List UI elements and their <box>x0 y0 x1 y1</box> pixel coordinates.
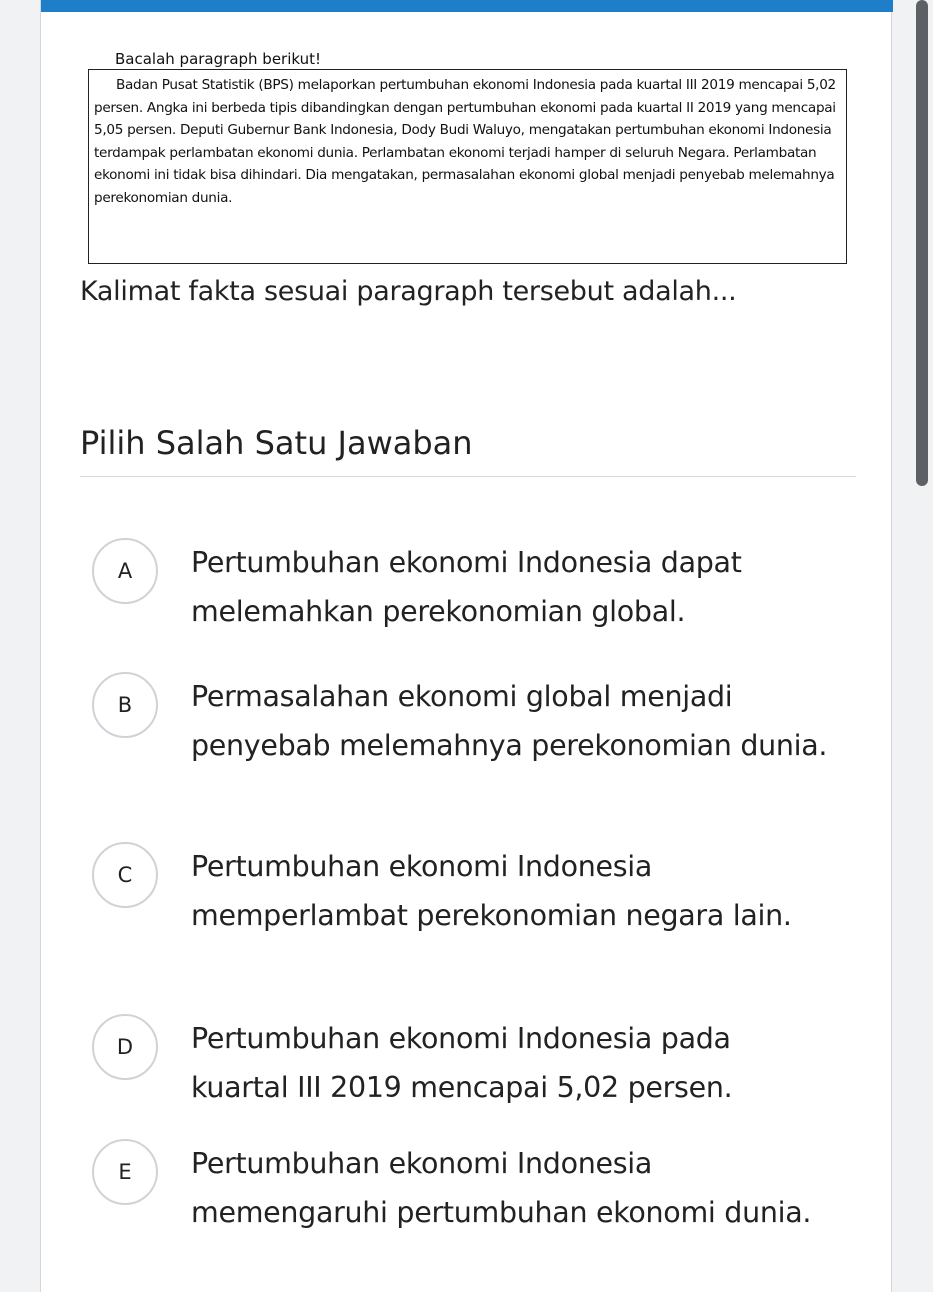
option-letter-badge[interactable]: A <box>92 538 158 604</box>
option-text[interactable]: Pertumbuhan ekonomi Indonesia pada kuartal III 2019 mencapai 5,02 persen. <box>191 1022 733 1104</box>
option-letter-badge[interactable]: B <box>92 672 158 738</box>
option-text[interactable]: Pertumbuhan ekonomi Indonesia memperlambat perekonomian negara lain. <box>191 850 792 932</box>
instruction-text: Bacalah paragraph berikut! <box>115 50 322 68</box>
option-text[interactable]: Permasalahan ekonomi global menjadi penyebab melemahnya perekonomian dunia. <box>191 680 828 762</box>
option-text[interactable]: Pertumbuhan ekonomi Indonesia dapat melemahkan perekonomian global. <box>191 546 742 628</box>
scrollbar-thumb[interactable] <box>916 0 928 486</box>
option-letter-badge[interactable]: D <box>92 1014 158 1080</box>
option-letter-badge[interactable]: C <box>92 842 158 908</box>
top-accent-bar <box>41 0 893 12</box>
question-text: Kalimat fakta sesuai paragraph tersebut adalah... <box>80 276 737 307</box>
option-text[interactable]: Pertumbuhan ekonomi Indonesia memengaruhi pertumbuhan ekonomi dunia. <box>191 1147 812 1229</box>
answer-section-title: Pilih Salah Satu Jawaban <box>80 424 473 462</box>
option-letter-badge[interactable]: E <box>92 1139 158 1205</box>
reading-passage: Badan Pusat Statistik (BPS) melaporkan pertumbuhan ekonomi Indonesia pada kuartal III 2019 mencapai 5,02 persen. Angka ini berbeda tipis dibandingkan dengan pertumbuhan ekonomi pada kuartal II 2019 yang mencapai 5,05 persen. Deputi Gubernur Bank Indonesia, Dody Budi Waluyo, mengatakan pertumbuhan ekonomi Indonesia terdampak perlambatan ekonomi dunia. Perlambatan ekonomi terjadi hamper di seluruh Negara. Perlambatan ekonomi ini tidak bisa dihindari. Dia mengatakan, permasalahan ekonomi global menjadi penyebab melemahnya perekonomian dunia. <box>88 69 847 264</box>
section-divider <box>80 476 856 477</box>
